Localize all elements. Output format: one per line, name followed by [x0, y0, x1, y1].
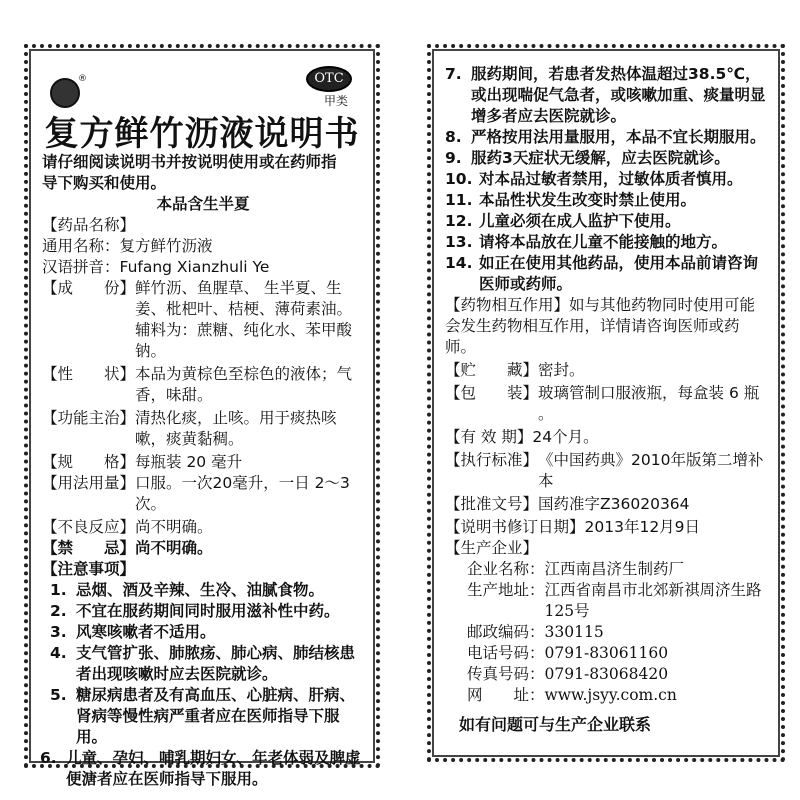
registered-mark: ® [78, 74, 87, 84]
section-appearance [42, 364, 364, 406]
section-row [445, 383, 769, 425]
section-row [445, 360, 769, 381]
leaflet-left-panel [24, 44, 380, 788]
storage-package-sections [445, 360, 769, 538]
precaution-item [40, 748, 364, 790]
field-value: 江西省南昌市北郊新祺周济生路125号 [544, 581, 762, 620]
section-value: 鲜竹沥、鱼腥草、 生半夏、生姜、枇杷叶、桔梗、薄荷素油。辅料为：蔗糖、纯化水、苯甲酸钠。 [135, 279, 353, 360]
item-number: 13. [445, 233, 473, 251]
contact-note: 如有问题可与生产企业联系 [459, 715, 652, 734]
precaution-item [445, 232, 769, 253]
contains-note: 本品含生半夏 [156, 195, 250, 213]
item-number: 14. [445, 254, 473, 272]
section-row [445, 427, 769, 448]
section-value: 24个月。 [532, 428, 599, 446]
item-text: 服药期间，若患者发热体温超过38.5℃，或出现喘促气急者，或咳嗽加重、痰量明显增多者应去医院就诊。 [471, 65, 766, 125]
section-label: 【包 装】 [445, 384, 539, 402]
section-value: 《中国药典》2010年版第二增补本 [538, 451, 764, 490]
item-text: 儿童、孕妇、哺乳期妇女、年老体弱及脾虚便溏者应在医师指导下服用。 [66, 749, 361, 788]
section-label: 【批准文号】 [445, 495, 539, 513]
section-value: 国药准字Z36020364 [538, 495, 690, 513]
precautions-list-left [42, 580, 364, 790]
field-label: 企业名称： [467, 560, 545, 578]
item-text: 对本品过敏者禁用，过敏体质者慎用。 [479, 170, 743, 188]
section-label: 【功能主治】 [42, 409, 136, 427]
leaflet-right-panel [427, 44, 785, 762]
precautions-heading: 【注意事项】 [42, 560, 136, 578]
item-text: 请将本品放在儿童不能接触的地方。 [479, 233, 728, 251]
item-number: 12. [445, 212, 473, 230]
drug-name-heading: 【药品名称】 [42, 216, 136, 234]
manufacturer-row [467, 622, 769, 643]
document-title: 复方鲜竹沥液说明书 [44, 114, 360, 154]
item-number: 5. [50, 686, 67, 704]
usage-notice: 请仔细阅读说明书并按说明使用或在药师指导下购买和使用。 [42, 153, 337, 192]
section-label: 【禁 忌】 [42, 539, 136, 557]
pinyin-name: 汉语拼音：Fufang Xianzhuli Ye [42, 258, 270, 276]
section-label: 【规 格】 [42, 453, 136, 471]
precaution-item [50, 685, 364, 748]
precaution-item [445, 127, 769, 148]
section-label: 【性 状】 [42, 365, 136, 383]
company-logo-icon [50, 78, 80, 108]
manufacturer-row [467, 580, 769, 622]
item-text: 严格按用法用量服用，本品不宜长期服用。 [471, 128, 766, 146]
section-value: 玻璃管制口服液瓶，每盒装 6 瓶 。 [538, 384, 760, 423]
section-value: 每瓶装 20 毫升 [135, 453, 243, 471]
precaution-item [445, 253, 769, 295]
item-number: 7. [445, 65, 462, 83]
precaution-item [445, 190, 769, 211]
section-label: 【用法用量】 [42, 474, 136, 492]
manufacturer-row [467, 643, 769, 664]
field-value: 0791-83061160 [544, 644, 669, 662]
section-label: 【药物相互作用】 [445, 296, 570, 314]
section-label: 【成 份】 [42, 279, 136, 297]
precaution-item [445, 148, 769, 169]
otc-category: 甲类 [323, 94, 348, 108]
item-number: 8. [445, 128, 462, 146]
section-interactions [445, 295, 769, 358]
item-number: 3. [50, 623, 67, 641]
section-ingredients [42, 278, 364, 362]
field-label: 网 址： [467, 686, 545, 704]
field-label: 邮政编码： [467, 623, 545, 641]
section-label: 【执行标准】 [445, 451, 539, 469]
section-value: 2013年12月9日 [584, 518, 701, 536]
item-number: 9. [445, 149, 462, 167]
item-text: 服药3天症状无缓解，应去医院就诊。 [471, 149, 730, 167]
section-value: 本品为黄棕色至棕色的液体；气香，味甜。 [135, 365, 353, 404]
section-label: 【有 效 期】 [445, 428, 533, 446]
item-text: 忌烟、酒及辛辣、生冷、油腻食物。 [76, 581, 325, 599]
section-dosage [42, 473, 364, 515]
item-text: 如正在使用其他药品，使用本品前请咨询医师或药师。 [479, 254, 759, 293]
section-value: 清热化痰，止咳。用于痰热咳嗽，痰黄黏稠。 [135, 409, 337, 448]
section-value: 口服。一次20毫升，一日 2～3次。 [135, 474, 350, 513]
section-value: 密封。 [538, 361, 585, 379]
field-label: 生产地址： [467, 581, 545, 599]
item-number: 4. [50, 644, 67, 662]
item-number: 6. [40, 749, 57, 767]
section-label: 【说明书修订日期】 [445, 518, 585, 536]
field-label: 传真号码： [467, 665, 545, 683]
item-text: 本品性状发生改变时禁止使用。 [479, 191, 697, 209]
item-text: 糖尿病患者及有高血压、心脏病、肝病、肾病等慢性病严重者应在医师指导下服用。 [76, 686, 356, 746]
section-value: 尚不明确。 [135, 518, 213, 536]
section-label: 【不良反应】 [42, 518, 136, 536]
right-content [445, 64, 769, 735]
section-row [445, 450, 769, 492]
precaution-item [445, 64, 769, 127]
item-text: 不宜在服药期间同时服用滋补性中药。 [76, 602, 340, 620]
section-row [445, 494, 769, 515]
field-value: 0791-83068420 [544, 665, 669, 683]
item-text: 儿童必须在成人监护下使用。 [479, 212, 681, 230]
item-number: 10. [445, 170, 473, 188]
section-value: 如与其他药物同时使用可能会发生药物相互作用，详情请咨询医师或药师。 [445, 296, 756, 356]
item-number: 1. [50, 581, 67, 599]
item-text: 支气管扩张、肺脓疡、肺心病、肺结核患者出现咳嗽时应去医院就诊。 [76, 644, 356, 683]
section-row [445, 517, 769, 538]
precaution-item [445, 211, 769, 232]
item-number: 11. [445, 191, 473, 209]
section-label: 【贮 藏】 [445, 361, 539, 379]
section-indications [42, 408, 364, 450]
field-value: 330115 [544, 623, 604, 641]
precaution-item [50, 580, 364, 601]
section-specification [42, 452, 364, 473]
section-adverse-reactions [42, 517, 364, 538]
section-value: 尚不明确。 [135, 539, 213, 557]
field-value: www.jsyy.com.cn [544, 686, 677, 704]
field-label: 电话号码： [467, 644, 545, 662]
section-contraindications [42, 538, 364, 559]
precaution-item [50, 622, 364, 643]
precaution-item [445, 169, 769, 190]
generic-name: 通用名称：复方鲜竹沥液 [42, 237, 213, 255]
item-text: 风寒咳嗽者不适用。 [76, 623, 216, 641]
manufacturer-row [467, 664, 769, 685]
manufacturer-details [445, 559, 769, 706]
otc-badge: OTC [306, 66, 352, 92]
precaution-item [50, 601, 364, 622]
precaution-item [50, 643, 364, 685]
manufacturer-row [467, 559, 769, 580]
item-number: 2. [50, 602, 67, 620]
left-content [42, 152, 364, 790]
manufacturer-heading: 【生产企业】 [445, 539, 539, 557]
manufacturer-row [467, 685, 769, 706]
precautions-list-right [445, 64, 769, 295]
field-value: 江西南昌济生制药厂 [544, 560, 685, 578]
